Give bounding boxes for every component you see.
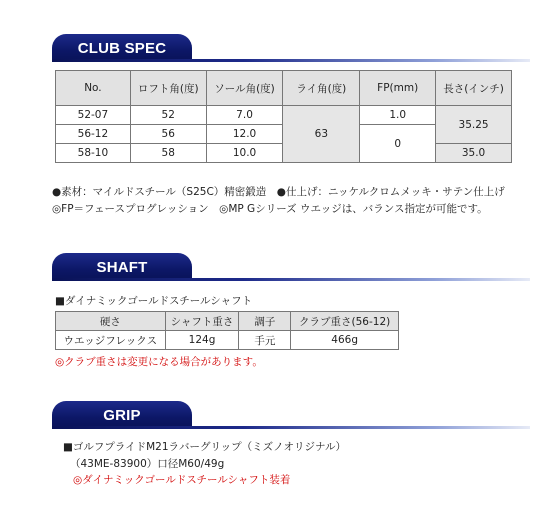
cell-no: 52-07	[56, 106, 131, 125]
col-sole: ソール角(度)	[206, 71, 283, 106]
cell-loft: 56	[130, 125, 206, 144]
col-length: 長さ(インチ)	[436, 71, 512, 106]
club-spec-rule	[52, 59, 530, 62]
cell-lie: 63	[283, 106, 360, 163]
col-fp: FP(mm)	[360, 71, 436, 106]
table-row	[56, 331, 399, 350]
grip-title: GRIP	[52, 401, 192, 429]
cell-no: 58-10	[56, 144, 131, 163]
grip-name: ■ゴルフプライドM21ラバーグリップ（ミズノオリジナル）	[63, 441, 346, 453]
col-kick: 調子	[239, 312, 291, 331]
shaft-table	[55, 311, 399, 350]
cell-kick: 手元	[239, 331, 291, 350]
shaft-title: SHAFT	[52, 253, 192, 281]
shaft-rule	[52, 278, 530, 281]
cell-sole: 12.0	[206, 125, 283, 144]
shaft-note: ◎クラブ重さは変更になる場合があります。	[55, 356, 263, 368]
grip-rule	[52, 426, 530, 429]
cell-fp: 1.0	[360, 106, 436, 125]
cell-sole: 10.0	[206, 144, 283, 163]
shaft-header-row	[56, 312, 399, 331]
club-spec-table	[55, 70, 512, 163]
club-spec-note-fp: ◎FP＝フェースプログレッション ◎MP Gシリーズ ウエッジは、バランス指定が可能です。	[52, 203, 488, 215]
col-no: No.	[56, 71, 131, 106]
grip-header	[52, 401, 530, 429]
grip-detail: （43ME-83900）口径M60/49g	[70, 458, 225, 470]
cell-fp: 0	[360, 125, 436, 163]
cell-loft: 58	[130, 144, 206, 163]
cell-sole: 7.0	[206, 106, 283, 125]
col-loft: ロフト角(度)	[130, 71, 206, 106]
club-spec-header	[52, 34, 530, 62]
cell-length: 35.25	[436, 106, 512, 144]
table-row	[56, 106, 512, 125]
col-lie: ライ角(度)	[283, 71, 360, 106]
club-spec-note-material: ●素材：マイルドスチール（S25C）精密鍛造 ●仕上げ：ニッケルクロムメッキ・サテン仕上げ	[52, 186, 505, 198]
club-spec-title: CLUB SPEC	[52, 34, 192, 62]
cell-loft: 52	[130, 106, 206, 125]
grip-note: ◎ダイナミックゴールドスチールシャフト装着	[73, 474, 291, 486]
shaft-name: ■ダイナミックゴールドスチールシャフト	[55, 295, 253, 307]
cell-shaft-weight: 124g	[165, 331, 239, 350]
club-spec-header-row	[56, 71, 512, 106]
shaft-header	[52, 253, 530, 281]
cell-club-weight: 466g	[291, 331, 399, 350]
cell-length: 35.0	[436, 144, 512, 163]
cell-flex: ウエッジフレックス	[56, 331, 166, 350]
col-shaft-weight: シャフト重さ	[165, 312, 239, 331]
cell-no: 56-12	[56, 125, 131, 144]
col-club-weight: クラブ重さ(56-12)	[291, 312, 399, 331]
col-flex: 硬さ	[56, 312, 166, 331]
